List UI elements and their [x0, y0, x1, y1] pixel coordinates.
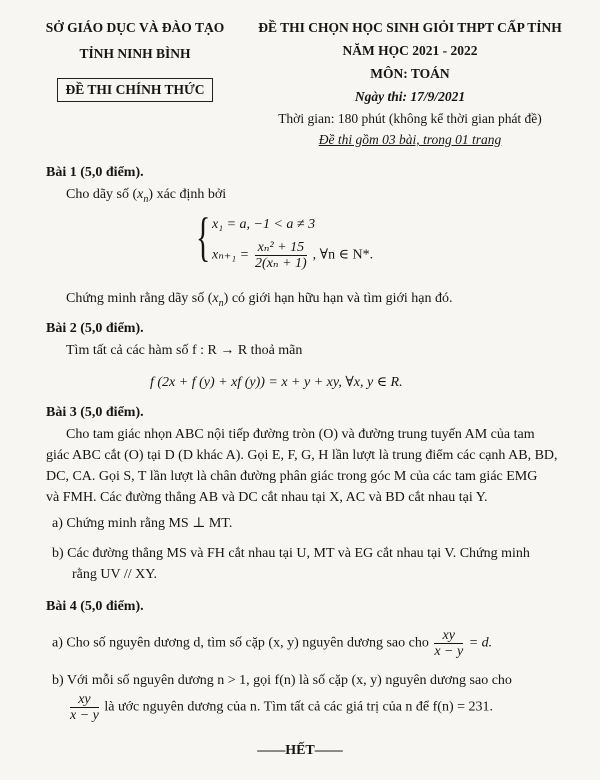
recurrence-condition: , ∀n ∈ N*. — [312, 247, 374, 263]
system-line-2 — [212, 240, 373, 271]
exam-date: Ngày thi: 17/9/2021 — [354, 89, 466, 104]
problem-3-title: Bài 3 (5,0 điểm). — [46, 405, 144, 420]
problem-4-fraction-a — [434, 628, 463, 659]
fraction-a-denominator: x − y — [434, 644, 464, 659]
problem-3-line-3: DC, CA. Gọi S, T lần lượt là chân đường phân giác trong góc M của các tam giác EMG — [46, 469, 538, 484]
seq-index-2: n — [218, 297, 224, 309]
problem-3-part-b-line-1: b) Các đường thẳng MS và FH cắt nhau tại U, MT và EG cắt nhau tại V. Chứng minh — [52, 546, 530, 561]
seq-var: x — [137, 187, 144, 202]
seq-index: n — [143, 193, 149, 205]
problem-4-part-a — [52, 628, 492, 659]
problem-1-task: Chứng minh rằng dãy số $(x_n)$ có giới hạn hữu hạn và tìm giới hạn đó. — [66, 291, 453, 309]
exam-title: ĐỀ THI CHỌN HỌC SINH GIỎI THPT CẤP TỈNH — [258, 20, 562, 35]
problem-3-part-b-line-2: rằng UV // XY. — [72, 567, 158, 582]
problem-4-part-b-line-2 — [68, 692, 493, 723]
problem-2-intro: Tìm tất cả các hàm số f : R → R thoả mãn — [66, 343, 303, 358]
problem-4-title: Bài 4 (5,0 điểm). — [46, 599, 144, 614]
problem-3-part-a: a) Chứng minh rằng MS ⊥ MT. — [52, 516, 233, 531]
recurrence-numerator: xₙ² + 15 — [255, 240, 308, 256]
problem-4-part-b-line-1: b) Với mỗi số nguyên dương n > 1, gọi f(n) là số cặp (x, y) nguyên dương sao cho — [52, 673, 512, 688]
system-line-1: x₁ = a, −1 < a ≠ 3 — [212, 217, 316, 232]
problem-1-intro-b: xác định bởi — [153, 187, 227, 202]
official-exam-box — [40, 78, 230, 102]
pages-note — [245, 132, 575, 148]
official-exam-label: ĐỀ THI CHÍNH THỨC — [57, 78, 214, 102]
problem-1-title: Bài 1 (5,0 điểm). — [46, 165, 144, 180]
problem-3-line-4: và FMH. Các đường thẳng AB và DC cắt nhau tại X, AC và BD cắt nhau tại Y. — [46, 490, 488, 505]
recurrence-denominator: 2(xₙ + 1) — [255, 256, 307, 271]
problem-2-title: Bài 2 (5,0 điểm). — [46, 321, 144, 336]
subject: MÔN: TOÁN — [370, 66, 450, 81]
problem-1-intro: Cho dãy số $(x_n)$ xác định bởi — [66, 187, 227, 205]
fraction-b-denominator: x − y — [70, 708, 99, 723]
problem-4-part-a-tail: = d. — [468, 635, 493, 651]
problem-4-part-b-tail: là ước nguyên dương của n. Tìm tất cả các giá trị của n để f(n) = 231. — [104, 699, 494, 715]
problem-1-task-a: Chứng minh rằng dãy số — [66, 291, 208, 306]
fraction-b-numerator: xy — [70, 692, 99, 708]
problem-1-intro-a: Cho dãy số — [66, 187, 133, 202]
seq-var-2: x — [212, 291, 219, 306]
exam-duration: Thời gian: 180 phút (không kể thời gian phát đề) — [278, 111, 542, 126]
recurrence-lhs: xₙ₊₁ = — [212, 247, 250, 263]
school-year: NĂM HỌC 2021 - 2022 — [342, 43, 478, 58]
recurrence-fraction — [255, 240, 308, 271]
province-name: TỈNH NINH BÌNH — [79, 46, 191, 61]
problem-3-line-1: Cho tam giác nhọn ABC nội tiếp đường tròn (O) và đường trung tuyến AM của tam — [66, 427, 535, 442]
problem-1-task-b: có giới hạn hữu hạn và tìm giới hạn đó. — [228, 291, 453, 306]
functional-equation: f (2x + f (y) + xf (y)) = x + y + xy, ∀x, y ∈ R. — [150, 375, 403, 390]
end-marker: ——HẾT—— — [257, 743, 343, 758]
problem-4-fraction-b — [70, 692, 99, 723]
department-name: SỞ GIÁO DỤC VÀ ĐÀO TẠO — [45, 20, 225, 35]
pages-note-text: Đề thi gồm 03 bài, trong 01 trang — [318, 132, 502, 147]
system-brace: { — [196, 207, 211, 267]
problem-4-part-a-text: a) Cho số nguyên dương d, tìm số cặp (x, y) nguyên dương sao cho — [52, 635, 429, 651]
fraction-a-numerator: xy — [434, 628, 463, 644]
problem-3-line-2: giác ABC cắt (O) tại D (D khác A). Gọi E, F, G, H lần lượt là trung điểm các cạnh AB, BD, — [46, 448, 558, 463]
